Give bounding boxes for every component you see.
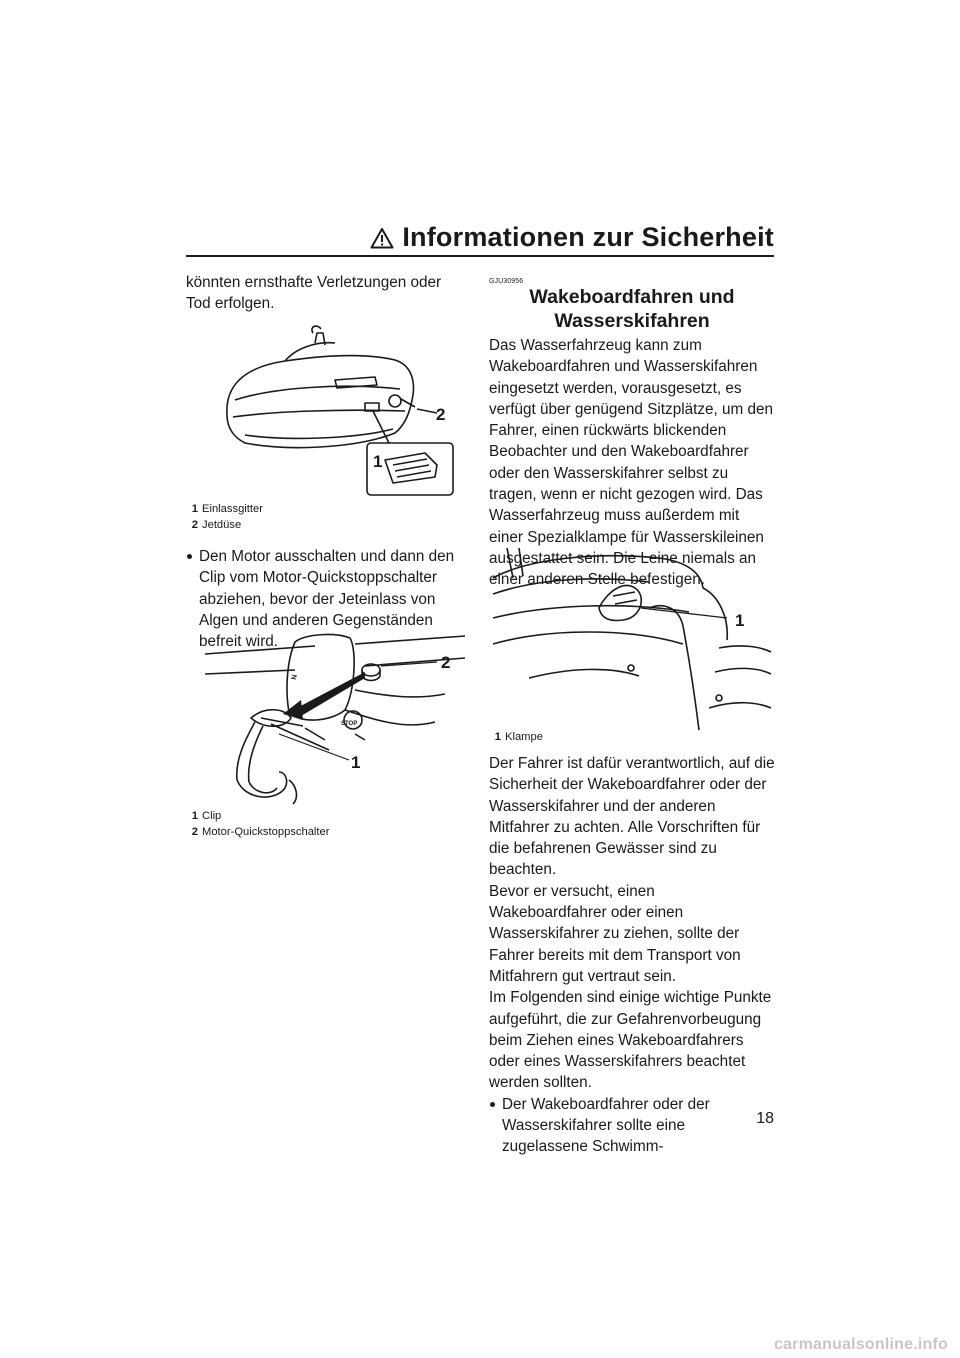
bullet-icon	[187, 554, 192, 559]
stop-label: STOP	[341, 721, 358, 727]
paragraph: Der Fahrer ist dafür verantwortlich, auf die Sicherheit der Wakeboardfahrer oder der Wasserskifahrer und der anderen Mitfahrer zu achten. Alle Vorschriften für die befahrenen Gewässer sind zu beachten.	[489, 755, 775, 879]
fig1-callout-2: 2	[436, 405, 446, 424]
figure-jetski-intake	[205, 325, 465, 500]
left-intro	[186, 272, 466, 315]
figure1-legend	[186, 502, 466, 533]
page-header	[370, 222, 774, 253]
bullet-icon	[490, 1102, 495, 1107]
legend-item: 2 Jetdüse	[191, 518, 242, 531]
figure2-legend	[186, 809, 466, 840]
section-title: Wakeboardfahren und Wasserskifahren	[529, 286, 735, 332]
paragraph: Das Wasserfahrzeug kann zum Wakeboardfahren und Wasserskifahren eingesetzt werden, vorausgesetzt, es verfügt über genügend Sitzplätze, um den Fahrer, einen rückwärts blickenden Beobachter und den Wakeboardfahrer oder den Wasserskifahrer selbst zu tragen, wenn er nicht gezogen wird. Das Wasserfahrzeug muss außerdem mit einer Spezialklampe für Wasserskileinen ausgestattet sein. Die Leine niemals an einer anderen Stelle befestigen.	[489, 337, 774, 589]
fig3-callout-1: 1	[735, 611, 745, 630]
fig2-callout-2: 2	[441, 653, 451, 672]
paragraph: Bevor er versucht, einen Wakeboardfahrer oder einen Wasserskifahrer zu ziehen, sollte der Fahrer bereits mit dem Transport von Mitfahrern gut vertraut sein.	[489, 882, 741, 985]
legend-item: 1 Clip	[191, 810, 222, 822]
page-number: 18	[756, 1110, 774, 1127]
warning-triangle-icon	[370, 227, 394, 249]
page-title: Informationen zur Sicherheit	[402, 222, 774, 252]
legend-item: 1 Einlassgitter	[191, 503, 263, 515]
intro-text: könnten ernsthafte Verletzungen oder Tod erfolgen.	[186, 274, 442, 313]
figure-handlebar-clip	[205, 630, 465, 810]
list-item: Den Motor ausschalten und dann den Clip vom Motor-Quickstoppschalter abziehen, bevor der Jeteinlass von Algen und anderen Gegenständen befreit wird.	[186, 546, 466, 652]
list-item: Der Wakeboardfahrer oder der Wasserskifahrer sollte eine zugelassene Schwimm-	[489, 1094, 775, 1158]
figure3-legend	[489, 730, 775, 746]
watermark: carmanualsonline.info	[773, 1336, 948, 1353]
fig1-callout-1: 1	[373, 452, 383, 471]
paragraph: Im Folgenden sind einige wichtige Punkte aufgeführt, die zur Gefahrenvorbeugung beim Ziehen eines Wakeboardfahrers oder eines Wasserskifahrers beachtet werden sollten.	[489, 989, 772, 1092]
n-label: N	[291, 674, 299, 681]
right-body-text	[489, 753, 775, 1158]
legend-item: 2 Motor-Quickstoppschalter	[191, 825, 330, 838]
fig2-callout-1: 1	[351, 753, 361, 772]
figure-cleat	[489, 548, 771, 730]
legend-item: 1 Klampe	[494, 731, 543, 743]
doc-code: GJU30956	[489, 278, 524, 285]
header-divider	[186, 255, 774, 257]
